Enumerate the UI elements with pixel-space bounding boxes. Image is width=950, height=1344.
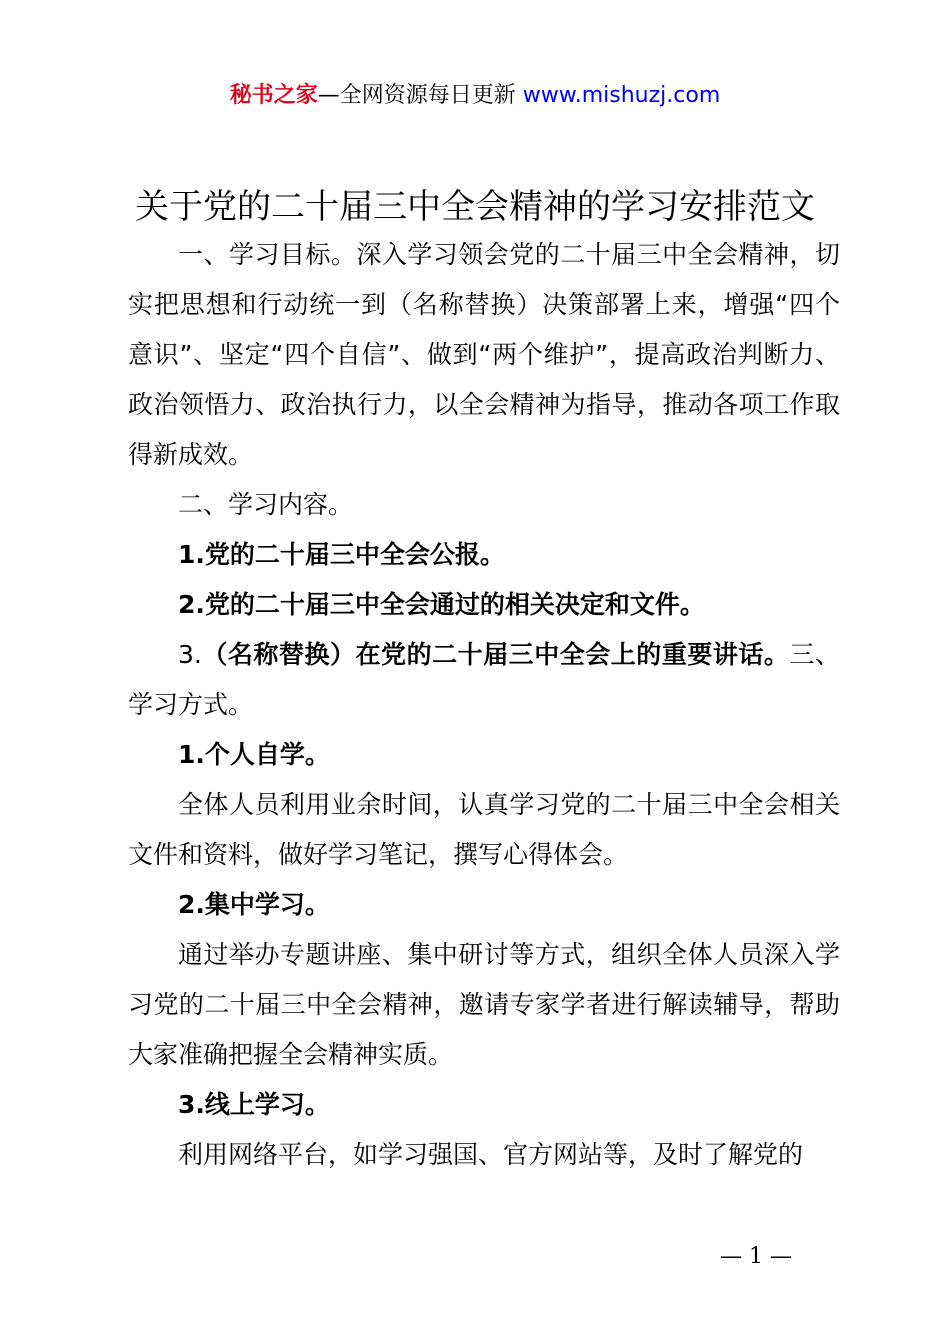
method-3-text: 利用网络平台，如学习强国、官方网站等，及时了解党的 — [178, 1140, 804, 1169]
site-url-link[interactable]: www.mishuzj.com — [522, 83, 721, 108]
content-item-3 — [128, 630, 840, 730]
method-2-heading: 2.集中学习。 — [178, 890, 330, 919]
page-number: — 1 — — [720, 1244, 792, 1269]
content-item-3-text: （名称替换）在党的二十届三中全会上的重要讲话。 — [201, 640, 790, 669]
content-item-3-number: 3. — [178, 640, 202, 669]
document-title: 关于党的二十届三中全会精神的学习安排范文 — [135, 187, 815, 227]
method-heading: 三、学习方式。 — [128, 640, 840, 719]
content-item-2: 2.党的二十届三中全会通过的相关决定和文件。 — [178, 590, 705, 619]
document-body — [128, 230, 840, 1180]
method-1-heading: 1.个人自学。 — [178, 740, 330, 769]
method-3-heading: 3.线上学习。 — [178, 1090, 330, 1119]
site-brand: 秘书之家 — [229, 83, 318, 108]
paragraph-learning-goal: 一、学习目标。深入学习领会党的二十届三中全会精神，切实把思想和行动统一到（名称替换）决策部署上来，增强“四个意识”、坚定“四个自信”、做到“两个维护”，提高政治判断力、政治领悟力、政治执行力，以全会精神为指导，推动各项工作取得新成效。 — [128, 240, 840, 469]
paragraph-content-heading: 二、学习内容。 — [178, 490, 354, 519]
site-tagline: —全网资源每日更新 — [317, 83, 516, 108]
site-header — [0, 80, 950, 112]
method-2-text: 通过举办专题讲座、集中研讨等方式，组织全体人员深入学习党的二十届三中全会精神，邀请专家学者进行解读辅导，帮助大家准确把握全会精神实质。 — [128, 940, 840, 1069]
method-1-text: 全体人员利用业余时间，认真学习党的二十届三中全会相关文件和资料，做好学习笔记，撰写心得体会。 — [128, 790, 840, 869]
content-item-1: 1.党的二十届三中全会公报。 — [178, 540, 505, 569]
